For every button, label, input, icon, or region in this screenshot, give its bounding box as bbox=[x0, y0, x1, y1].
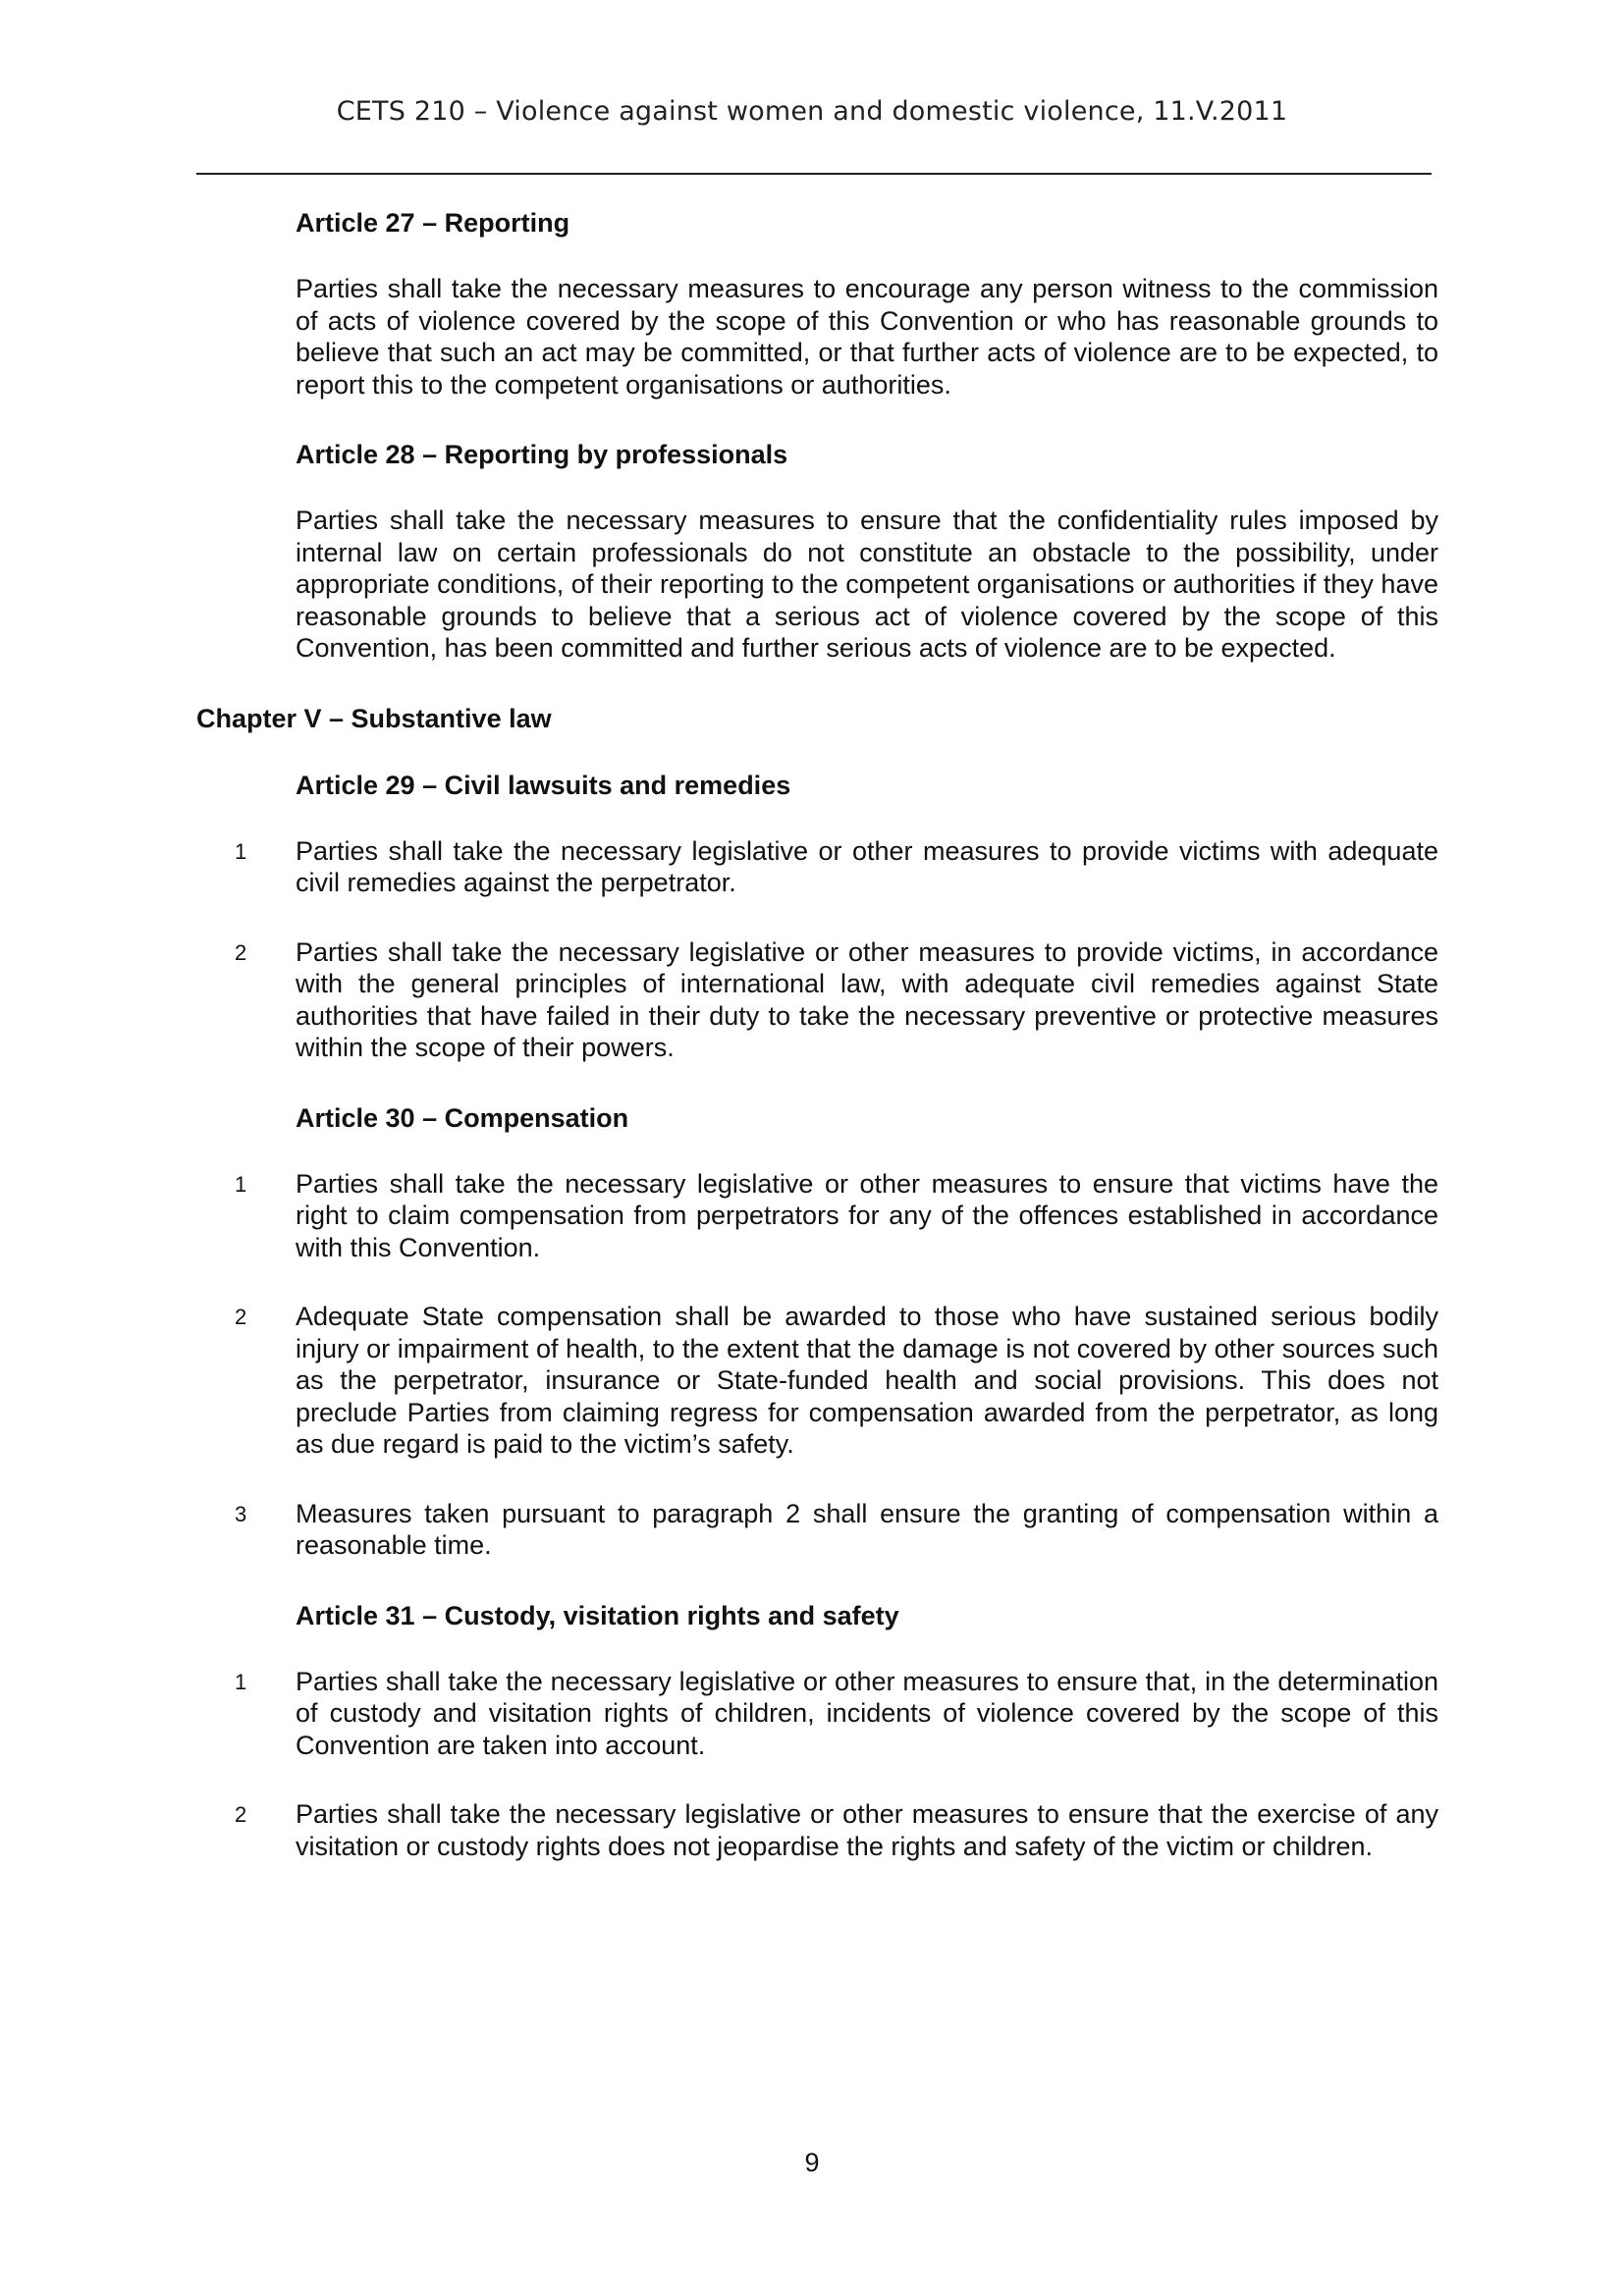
article-paragraph bbox=[235, 1168, 1438, 1264]
paragraph-text: Measures taken pursuant to paragraph 2 shall ensure the granting of compensation within a reasonable time. bbox=[296, 1498, 1438, 1560]
paragraph-text: Parties shall take the necessary legislative or other measures to provide victims, in accordance with the general principles of international law, with adequate civil remedies against State authorities that have failed in their duty to take the necessary preventive or protective measures within the scope of their powers. bbox=[296, 936, 1438, 1062]
running-header: CETS 210 – Violence against women and domestic violence, 11.V.2011 bbox=[336, 96, 1288, 127]
article-paragraph bbox=[235, 1666, 1438, 1762]
paragraph-number: 1 bbox=[235, 1171, 247, 1197]
article-heading: Article 30 – Compensation bbox=[296, 1102, 629, 1133]
paragraph-number: 1 bbox=[235, 838, 247, 864]
article-paragraph bbox=[235, 835, 1438, 899]
article-paragraph bbox=[235, 1301, 1438, 1461]
article-heading: Article 27 – Reporting bbox=[296, 208, 570, 238]
article-paragraph bbox=[296, 273, 1438, 400]
paragraph-number: 2 bbox=[235, 1305, 247, 1329]
paragraph-number: 2 bbox=[235, 1802, 247, 1827]
paragraph-number: 1 bbox=[235, 1669, 247, 1694]
article-heading: Article 28 – Reporting by professionals bbox=[296, 440, 788, 469]
paragraph-number: 3 bbox=[235, 1501, 247, 1526]
paragraph-text: Adequate State compensation shall be awarded to those who have sustained serious bodily injury or impairment of health, to the extent that the damage is not covered by other sources such as the perpetrator, insurance or State-funded health and social provisions. This does not preclude Parties from claiming regress for compensation awarded from the perpetrator, as long as due regard is paid to the victim’s safety. bbox=[296, 1302, 1438, 1459]
document-body bbox=[0, 206, 1624, 1899]
paragraph-text: Parties shall take the necessary measures to ensure that the confidentiality rules imposed by internal law on certain professionals do not constitute an obstacle to the possibility, under appropriate conditions, of their reporting to the competent organisations or authorities if they have reasonable grounds to believe that a serious act of violence covered by the scope of this Convention, has been committed and further serious acts of violence are to be expected. bbox=[296, 506, 1438, 663]
article-paragraph bbox=[296, 505, 1438, 665]
paragraph-number: 2 bbox=[235, 939, 247, 965]
paragraph-text: Parties shall take the necessary legislative or other measures to ensure that, in the determination of custody and visitation rights of children, incidents of violence covered by the scope of this Convention are taken into account. bbox=[296, 1666, 1438, 1760]
paragraph-text: Parties shall take the necessary measures to encourage any person witness to the commission of acts of violence covered by the scope of this Convention or who has reasonable grounds to believe that such an act may be committed, or that further acts of violence are to be expected, to report this to the competent organisations or authorities. bbox=[296, 274, 1438, 400]
paragraph-text: Parties shall take the necessary legislative or other measures to provide victims with adequate civil remedies against the perpetrator. bbox=[296, 835, 1438, 897]
article-heading: Article 29 – Civil lawsuits and remedies bbox=[296, 770, 791, 800]
paragraph-text: Parties shall take the necessary legislative or other measures to ensure that the exercise of any visitation or custody rights does not jeopardise the rights and safety of the victim or children. bbox=[296, 1799, 1438, 1861]
article-heading: Article 31 – Custody, visitation rights and safety bbox=[296, 1600, 899, 1630]
article-paragraph bbox=[235, 936, 1438, 1064]
header-rule bbox=[196, 173, 1432, 175]
chapter-heading: Chapter V – Substantive law bbox=[196, 703, 552, 733]
page-number: 9 bbox=[804, 2148, 820, 2177]
article-paragraph bbox=[235, 1498, 1438, 1562]
article-paragraph bbox=[235, 1798, 1438, 1862]
paragraph-text: Parties shall take the necessary legislative or other measures to ensure that victims have the right to claim compensation from perpetrators for any of the offences established in accordance with this Convention. bbox=[296, 1168, 1438, 1262]
